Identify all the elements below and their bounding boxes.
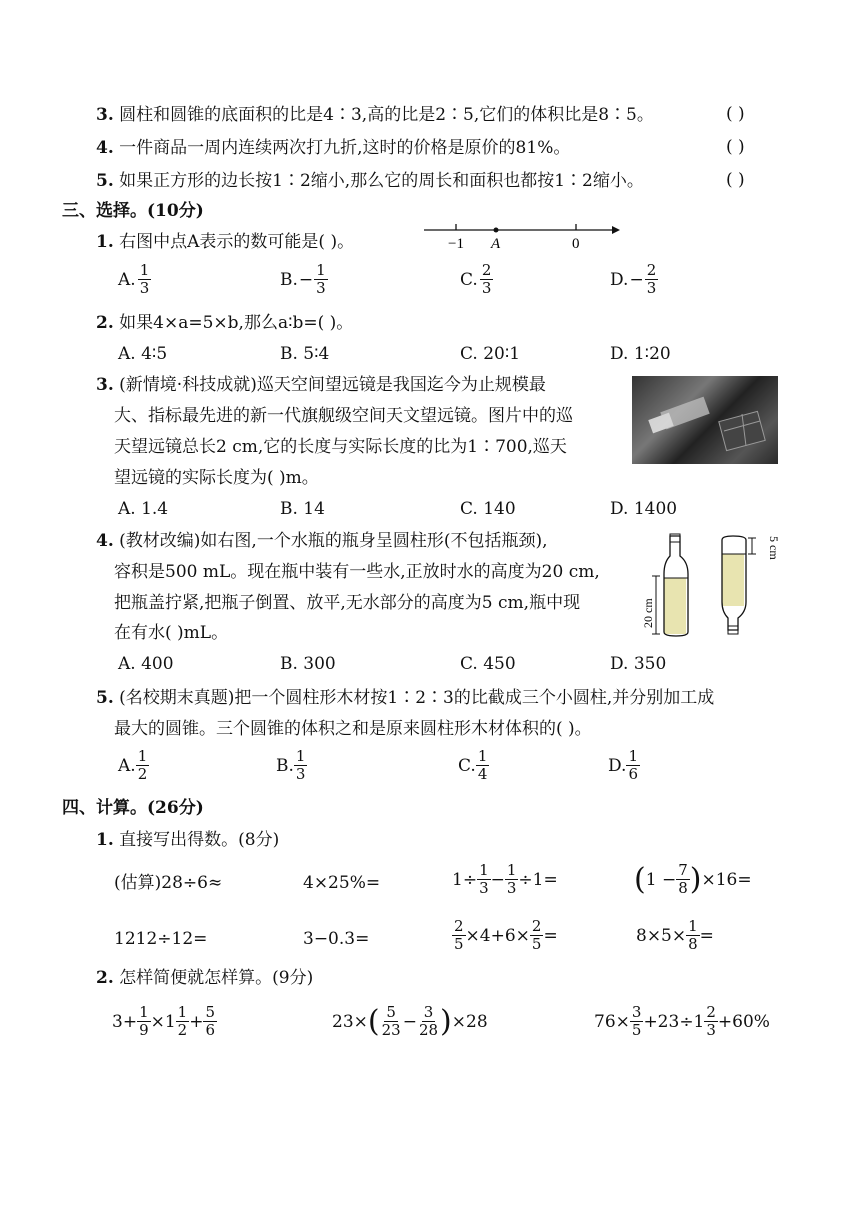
option-b[interactable]: B. − $\frac{1}{3}$ — [280, 261, 326, 297]
judge-q4: 4. 一件商品一周内连续两次打九折,这时的价格是原价的81%。 — [96, 138, 571, 158]
option-a[interactable]: A. $\frac{1}{2}$ — [118, 747, 148, 783]
option-d[interactable]: D. 350 — [610, 654, 667, 674]
point-label: A — [491, 236, 501, 252]
section-title-calc: 四、计算。(26分) — [62, 798, 204, 818]
option-d[interactable]: D. 1∶20 — [610, 344, 671, 364]
tick-label: 0 — [572, 236, 580, 252]
oral-expr: 1212÷12= — [114, 929, 208, 949]
option-c[interactable]: C. $\frac{1}{4}$ — [458, 747, 488, 783]
oral-expr: 1÷ $\frac{1}{3}$ − $\frac{1}{3}$ ÷1= — [452, 861, 558, 897]
height-label: 5 cm — [767, 536, 781, 560]
oral-expr: (估算)28÷6≈ — [114, 873, 223, 893]
option-a[interactable]: A. $\frac{1}{3}$ — [118, 261, 150, 297]
choice-q5-line: 最大的圆锥。三个圆锥的体积之和是原来圆柱形木材体积的( )。 — [114, 719, 592, 739]
oral-expr: 4×25%= — [303, 873, 381, 893]
option-a[interactable]: A. 1.4 — [118, 499, 169, 519]
option-b[interactable]: B. $\frac{1}{3}$ — [276, 747, 306, 783]
calc-q1: 1. 直接写出得数。(8分) — [96, 830, 280, 850]
option-b[interactable]: B. 300 — [280, 654, 336, 674]
telescope-photo — [632, 376, 778, 464]
choice-q3-line: 天望远镜总长2 cm,它的长度与实际长度的比为1∶700,巡天 — [114, 437, 567, 457]
tick-label: −1 — [448, 236, 464, 252]
judge-q3: 3. 圆柱和圆锥的底面积的比是4∶3,高的比是2∶5,它们的体积比是8∶5。 — [96, 105, 654, 125]
oral-expr: $\frac{2}{5}$ ×4+6× $\frac{2}{5}$ = — [454, 917, 558, 953]
section-title-choice: 三、选择。(10分) — [62, 201, 204, 221]
option-c[interactable]: C. 20∶1 — [460, 344, 521, 364]
option-c[interactable]: C. 450 — [460, 654, 516, 674]
oral-expr: ( 1 − $\frac{7}{8}$ ) ×16= — [634, 861, 752, 897]
choice-q4-line: 在有水( )mL。 — [114, 623, 229, 643]
option-d[interactable]: D. $\frac{1}{6}$ — [608, 747, 638, 783]
choice-q3-line: 望远镜的实际长度为( )m。 — [114, 468, 319, 488]
calc-q2: 2. 怎样简便就怎样算。(9分) — [96, 968, 314, 988]
option-c[interactable]: C. 140 — [460, 499, 516, 519]
choice-q3-line: 大、指标最先进的新一代旗舰级空间天文望远镜。图片中的巡 — [114, 406, 573, 426]
oral-expr: 8×5× $\frac{1}{8}$ = — [636, 917, 714, 953]
number-line-figure — [420, 212, 620, 252]
height-label: 20 cm — [641, 598, 655, 628]
option-c[interactable]: C. $\frac{2}{3}$ — [460, 261, 492, 297]
answer-paren[interactable]: ( ) — [726, 170, 745, 190]
option-d[interactable]: D. − $\frac{2}{3}$ — [610, 261, 657, 297]
option-d[interactable]: D. 1400 — [610, 499, 678, 519]
option-b[interactable]: B. 5∶4 — [280, 344, 330, 364]
option-a[interactable]: A. 4∶5 — [118, 344, 168, 364]
option-b[interactable]: B. 14 — [280, 499, 325, 519]
choice-q4-line: 把瓶盖拧紧,把瓶子倒置、放平,无水部分的高度为5 cm,瓶中现 — [114, 593, 581, 613]
oral-expr: 3−0.3= — [303, 929, 370, 949]
calc-expr: 23× ( $\frac{5}{23}$ − $\frac{3}{28}$ ) ×28 — [332, 1003, 488, 1039]
option-a[interactable]: A. 400 — [118, 654, 174, 674]
calc-expr: 3+ $\frac{1}{9}$ ×1 $\frac{1}{2}$ + $\frac{5}{6}$ — [112, 1003, 216, 1039]
choice-q4-line: 容积是500 mL。现在瓶中装有一些水,正放时水的高度为20 cm, — [114, 562, 600, 582]
choice-q1: 1. 右图中点A表示的数可能是( )。 — [96, 232, 355, 252]
choice-q4-line: 4. (教材改编)如右图,一个水瓶的瓶身呈圆柱形(不包括瓶颈), — [96, 531, 548, 551]
choice-q3-line: 3. (新情境·科技成就)巡天空间望远镜是我国迄今为止规模最 — [96, 375, 546, 395]
bottle-figure — [630, 528, 790, 643]
answer-paren[interactable]: ( ) — [726, 137, 745, 157]
judge-q5: 5. 如果正方形的边长按1∶2缩小,那么它的周长和面积也都按1∶2缩小。 — [96, 171, 644, 191]
choice-q2: 2. 如果4×a=5×b,那么a∶b=( )。 — [96, 313, 354, 333]
calc-expr: 76× $\frac{3}{5}$ +23÷1 $\frac{2}{3}$ +60% — [594, 1003, 770, 1039]
choice-q5-line: 5. (名校期末真题)把一个圆柱形木材按1∶2∶3的比截成三个小圆柱,并分别加工成 — [96, 688, 715, 708]
answer-paren[interactable]: ( ) — [726, 104, 745, 124]
